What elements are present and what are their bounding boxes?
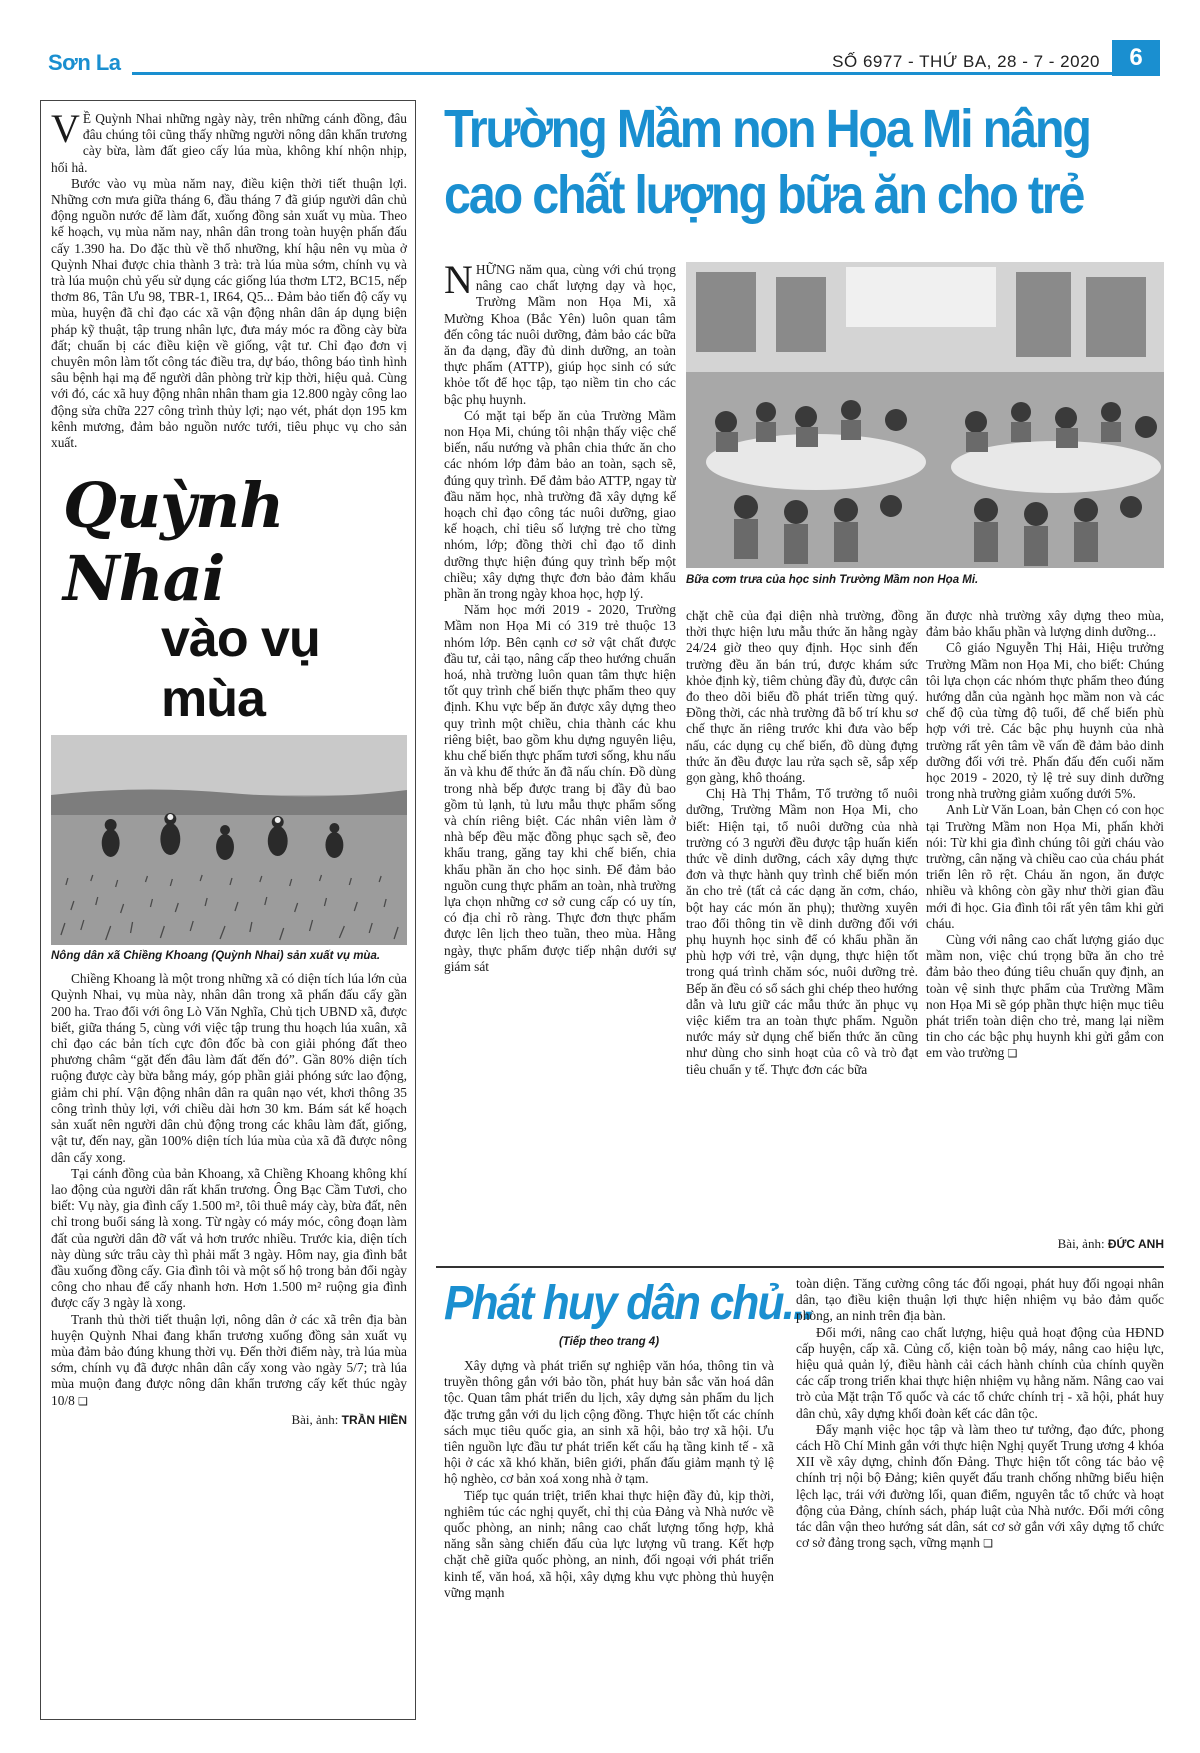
byline: Bài, ảnh: TRẦN HIỀN bbox=[291, 1411, 407, 1427]
page-number: 6 bbox=[1112, 40, 1160, 76]
section-name: Sơn La bbox=[48, 50, 121, 75]
article-subtitle: (Tiếp theo trang 4) bbox=[558, 1336, 660, 1348]
hoa-mi-column-2 bbox=[686, 608, 918, 1238]
issue-date: SỐ 6977 - THỨ BA, 28 - 7 - 2020 bbox=[832, 52, 1100, 71]
article-paragraph: Tiếp tục quán triệt, triển khai thực hiện đầy đủ, kịp thời, nghiêm túc các nghị quyết, chỉ thị của Đảng và Nhà nước về quốc phòng, an ninh; nâng cao chất lượng tổng hợp, khả năng sẵn sàng chiến đấu của lực lượng vũ trang. Kết hợp chặt chẽ giữa quốc phòng, an ninh, đối ngoại với phát triển kinh tế, văn hoá, xã hội, xây dựng khu vực phòng thủ huyện vững mạnh bbox=[444, 1487, 774, 1600]
end-mark: ❑ bbox=[78, 1394, 89, 1408]
article-paragraph: Tại cánh đồng của bản Khoang, xã Chiềng Khoang không khí lao động của người dân rất khẩn trương. Ông Bạc Cầm Tươi, cho biết: Vụ này, gia đình cấy 1.500 m², tôi thuê máy cày, bừa đất, nên chỉ trong buổi sáng là xong. Từ ngày có máy móc, công đoạn làm đất của người dân đỡ vất vả hơn trước nhiều. Trước kia, diện tích này dùng sức trâu cày thì phải mất 3 ngày. Hôm nay, gia đình bắt đầu xuống đồng cấy. Gia đình tôi và một số hộ trong bản đổi ngày công cho nhau để cấy nhanh hơn. Hơn 1.500 m² ruộng gia đình được cấy 3 ngày là xong. bbox=[51, 1165, 407, 1311]
article-paragraph: toàn diện. Tăng cường công tác đối ngoại, phát huy đối ngoại nhân dân, tạo điều kiện thuận lợi thực hiện nhiệm vụ bảo đảm quốc phòng, an ninh trên địa bàn. bbox=[796, 1276, 1164, 1324]
article-title-line2: vào vụ mùa bbox=[161, 610, 320, 729]
rice-field-photo bbox=[51, 735, 407, 945]
article-paragraph: Tranh thủ thời tiết thuận lợi, nông dân ở các xã trên địa bàn huyện Quỳnh Nhai đang khẩn trương xuống đồng sản xuất vụ mùa đảm bảo đúng khung thời vụ. Đến thời điểm này, trà lúa mùa sớm, chính vụ đã được nhân dân cấy xong vào ngày 5/7; trà lúa mùa muộn đang được nông dân khẩn trương cấy kết thúc ngày 10/8 ❑ bbox=[51, 1311, 407, 1408]
hoa-mi-column-1 bbox=[444, 262, 676, 1232]
phat-huy-column-1 bbox=[444, 1358, 774, 1720]
article-paragraph: chặt chẽ của đại diện nhà trường, đồng thời thực hiện lưu mẫu thức ăn hằng ngày 24/24 giờ theo quy định. Học sinh đến trường đều ăn bán trú, được khám sức khỏe định kỳ, tiêm chủng đầy đủ, được cân đo theo dõi biểu đồ phát triển từng quý. Đồng thời, các nhà trường đã bố trí khu sơ chế thực ăn riêng trước khi đưa vào bếp nấu, các dụng cụ chế biến, đồ dùng đựng thức ăn đều được lau rửa sạch sẽ, sắp xếp gọn gàng, khô thoáng. bbox=[686, 608, 918, 786]
end-mark: ❑ bbox=[1007, 1047, 1018, 1061]
section-divider bbox=[436, 1266, 1164, 1268]
byline: Bài, ảnh: ĐỨC ANH bbox=[1057, 1236, 1164, 1251]
photo-caption: Nông dân xã Chiềng Khoang (Quỳnh Nhai) sản xuất vụ mùa. bbox=[51, 950, 381, 963]
hoa-mi-column-3 bbox=[926, 608, 1164, 1238]
article-paragraph: Chị Hà Thị Thắm, Tổ trưởng tổ nuôi dưỡng, Trường Mầm non Họa Mi, cho biết: Hiện tại, tổ nuôi dưỡng của nhà trường có 3 người đều được tập huấn kiến thức về dinh dưỡng, cách xây dựng thực đơn và thực hành quy trình chế biến món ăn cho trẻ (tất cả các dạng ăn cơm, cháo, bột hay các món ăn phụ); thường xuyên trao đổi thông tin về dinh dưỡng đối với phụ huynh học sinh để có khẩu phần ăn phù hợp với trẻ, vận dụng, thực hiện tốt trong quá trình chăm sóc, nuôi dưỡng trẻ. Bếp ăn đều có sổ sách ghi chép theo hướng dẫn và lưu giữ các mẫu thức ăn phục vụ việc kiểm tra an toàn thực phẩm. Nguồn nước máy sử dụng chế biến thức ăn cũng như dùng cho sinh hoạt của cô và trò đạt tiêu chuẩn y tế. Thực đơn các bữa bbox=[686, 786, 918, 1077]
article-title: Trường Mầm non Họa Mi nâng cao chất lượng bữa ăn cho trẻ bbox=[444, 99, 1090, 225]
dropcap: V bbox=[51, 106, 80, 151]
end-mark: ❑ bbox=[983, 1537, 994, 1551]
article-paragraph: Đổi mới, nâng cao chất lượng, hiệu quả hoạt động của HĐND cấp huyện, cấp xã. Củng cố, kiện toàn bộ máy, nâng cao hiệu lực, hiệu quả quản lý, điều hành cải cách hành chính của chính quyền các cấp trong triển khai thực hiện nhiệm vụ hằng năm. Nâng cao vai trò của Mặt trận Tổ quốc và các tổ chức chính trị - xã hội, phát huy dân chủ, xây dựng khối đoàn kết các dân tộc. bbox=[796, 1324, 1164, 1421]
article-title: Phát huy dân chủ... bbox=[444, 1277, 814, 1330]
article-paragraph: Bước vào vụ mùa năm nay, điều kiện thời tiết thuận lợi. Những cơn mưa giữa tháng 6, đầu tháng 7 đã giúp người dân chủ động nguồn nước để làm đất, xuống đồng sản xuất vụ mùa. Theo kế hoạch, vụ mùa năm nay, nhân dân trong toàn huyện phấn đấu cấy 1.390 ha. Do đặc thù về thổ nhưỡng, khí hậu nên vụ mùa ở Quỳnh Nhai được chia thành 3 trà: trà lúa mùa sớm, chính vụ và trà lúa muộn chủ yếu sử dụng các giống lúa thơm LT2, BC15, nếp thơm 86, Tân Ưu 98, TBR-1, IR64, Q5... Đảm bảo tiến độ cấy vụ mùa, huyện đã chỉ đạo các xã vận động nhân dân áp dụng biện pháp kỹ thuật, tập trung nhân lực, đưa máy móc ra đồng cày bừa đất; chuẩn bị các điều kiện về giống, vật tư. Chỉ đạo đơn vị chuyên môn làm tốt công tác điều tra, dự báo, thông báo tình hình sâu bệnh hại mạ để người dân phòng trừ kịp thời, hiệu quả. Cùng với đó, các xã huy động nhân nhân tham gia 12.800 ngày công lao động sửa chữa 227 công trình thủy lợi; nạo vét, phát dọn 195 km kênh mương, đảm bảo nguồn nước tưới, tiêu phục vụ cho sản xuất. bbox=[51, 175, 407, 451]
article-paragraph: V Ề Quỳnh Nhai những ngày này, trên những cánh đồng, đâu đâu chúng tôi cũng thấy những người nông dân khẩn trương cày bừa, làm đất gieo cấy lúa mùa, không khí nhộn nhịp, hối hả. bbox=[51, 106, 407, 175]
article-paragraph: Anh Lừ Văn Loan, bản Chẹn có con học tại Trường Mầm non Họa Mi, phấn khởi nói: Từ khi gia đình chúng tôi gửi cháu vào trường, cân nặng và chiều cao của cháu phát triển lên rõ rệt. Cháu ăn ngon, ăn được nhiều và không còn gầy như thời gian đầu mới đi học. Gia đình tôi rất yên tâm khi gửi cháu. bbox=[926, 802, 1164, 931]
article-paragraph: Xây dựng và phát triển sự nghiệp văn hóa, thông tin và truyền thông gắn với bảo tồn, phát huy bản sắc văn hoá dân tộc. Quan tâm phát triển du lịch, xây dựng sản phẩm du lịch đặc trưng gắn với du lịch cộng đồng. Thực hiện tốt các chính sách mục tiêu quốc gia, an sinh xã hội, bảo trợ xã hội. Ưu tiên nguồn lực đầu tư phát triển kết cấu hạ tầng kinh tế - xã hội ở các xã khó khăn, biên giới, phấn đấu giảm mạnh tỷ lệ hộ nghèo, cơ bản xoá xong nhà ở tạm. bbox=[444, 1358, 774, 1487]
quynh-nhai-article bbox=[40, 100, 416, 1720]
article-paragraph: Có mặt tại bếp ăn của Trường Mầm non Họa Mi, chúng tôi nhận thấy việc chế biến, nấu nướng và phân chia thức ăn cho các nhóm lớp đảm bảo an toàn, sạch sẽ, đúng quy trình. Để đảm bảo ATTP, ngay từ đầu năm học, nhà trường đã xây dựng kế hoạch chỉ đạo công tác nuôi dưỡng, giao kế hoạch, chỉ tiêu số lượng trẻ cho từng nhóm, lớp; đồng thời chỉ đạo tổ dinh dưỡng thực hiện đúng quy trình bếp một chiều; xây dựng thực đơn bảo đảm khẩu phần ăn trong ngày khoa học, hợp lý. bbox=[444, 407, 676, 602]
article-paragraph: Đẩy mạnh việc học tập và làm theo tư tưởng, đạo đức, phong cách Hồ Chí Minh gắn với thực hiện Nghị quyết Trung ương 4 khóa XII về xây dựng, chỉnh đốn Đảng. Thực hiện tốt công tác bảo vệ chính trị nội bộ Đảng; kiên quyết đấu tranh chống những biểu hiện lệch lạc, trái với đường lối, quan điểm, nguyên tắc tổ chức và hoạt động của Đảng, chính sách, pháp luật của Nhà nước. Đổi mới công tác dân vận theo hướng sát dân, sát cơ sở gắn với xây dựng tổ chức cơ sở đảng trong sạch, vững mạnh ❑ bbox=[796, 1421, 1164, 1551]
phat-huy-column-2 bbox=[796, 1276, 1164, 1720]
header-rule bbox=[132, 72, 1160, 75]
article-paragraph: NHỮNG năm qua, cùng với chú trọng nâng cao chất lượng dạy và học, Trường Mầm non Họa Mi, xã Mường Khoa (Bắc Yên) luôn quan tâm đến công tác nuôi dưỡng, đảm bảo các bữa ăn đa dạng, đầy đủ dinh dưỡng, an toàn thực phẩm (ATTP), giúp học sinh có sức khỏe tốt để học tập, tạo niềm tin cho các bậc phụ huynh. bbox=[444, 262, 676, 407]
article-paragraph: ăn được nhà trường xây dựng theo mùa, đảm bảo khẩu phần và lượng dinh dưỡng... bbox=[926, 608, 1164, 640]
article-title-line1: Quỳnh Nhai bbox=[63, 469, 284, 616]
school-lunch-photo bbox=[686, 262, 1164, 568]
article-paragraph: Cô giáo Nguyễn Thị Hải, Hiệu trưởng Trường Mầm non Họa Mi, cho biết: Chúng tôi lựa chọn các nhóm thực phẩm theo đúng hướng dẫn của ngành học mầm non và các chế độ của từng độ tuổi, để chế biến phù hợp với trẻ. Các bậc phụ huynh của nhà trường rất yên tâm về vấn đề đảm bảo dinh dưỡng đối với trẻ. Phấn đấu đến cuối năm học 2019 - 2020, tỷ lệ trẻ suy dinh dưỡng trong nhà trường giảm xuống dưới 5%. bbox=[926, 640, 1164, 802]
dropcap: N bbox=[444, 262, 473, 302]
article-paragraph: Năm học mới 2019 - 2020, Trường Mầm non Họa Mi có 319 trẻ thuộc 13 nhóm lớp. Bên cạnh cơ sở vật chất được đầu tư, cải tạo, nâng cấp theo hướng chuẩn hoá, nhà trường luôn quan tâm thực hiện tốt quy trình chế biến thực phẩm theo quy định. Khu vực bếp ăn được xây dựng theo quy trình một chiều, chia thành các khu riêng biệt, bao gồm khu dựng nguyên liệu, khu chế biến thực phẩm tươi sống, khu nấu ăn và khu để thức ăn đã nấu chín. Đồ dùng trong nhà bếp được trang bị đầy đủ bao gồm tủ lạnh, tủ lưu mẫu thực phẩm sống và chín riêng biệt. Các nhân viên làm ở nhà bếp đều mặc đồng phục sạch sẽ, đeo khẩu trang, găng tay khi chế biến, chia khẩu phần ăn cho học sinh. Để đảm bảo nguồn cung thực phẩm an toàn, nhà trường lựa chọn những cơ sở cung cấp có uy tín, có địa chỉ rõ ràng. Thực đơn thực phẩm được lên lịch theo tuần, theo mùa. Hằng ngày, thực phẩm được tiếp nhận dưới sự giám sát bbox=[444, 602, 676, 974]
photo-caption: Bữa cơm trưa của học sinh Trường Mầm non Họa Mi. bbox=[686, 574, 979, 586]
article-paragraph: Cùng với nâng cao chất lượng giáo dục mầm non, việc chú trọng bữa ăn cho trẻ đảm bảo theo đúng tiêu chuẩn quy định, an toàn vệ sinh thực phẩm của Trường Mầm non Họa Mi sẽ góp phần thực hiện mục tiêu phát triển toàn diện cho trẻ, mang lại niềm tin cho các bậc phụ huynh khi gửi gắm con em vào trường ❑ bbox=[926, 932, 1164, 1061]
article-paragraph: Chiềng Khoang là một trong những xã có diện tích lúa lớn của Quỳnh Nhai, vụ mùa này, nhân dân trong xã phấn đấu cấy gần 200 ha. Trao đổi với ông Lò Văn Nghĩa, Chủ tịch UBND xã, được biết, giữa tháng 5, cùng với việc tập trung thu hoạch lúa xuân, xã chỉ đạo các bản tích cực đôn đốc bà con giải phóng đất theo phương châm “gặt đến đâu làm đất đến đó”. Gần 80% diện tích ruộng được cày bừa bằng máy, góp phần giải phóng sức lao động, giảm chi phí. Vận động nhân dân ra quân nạo vét, khơi thông 35 công trình thủy lợi, với chiều dài hơn 30 km. Bám sát kế hoạch sản xuất nên người dân chủ động trong các khâu làm đất, giống, vật tư, đến nay, gần 100% diện tích lúa mùa của xã đã được nông dân cấy xong. bbox=[51, 971, 407, 1165]
